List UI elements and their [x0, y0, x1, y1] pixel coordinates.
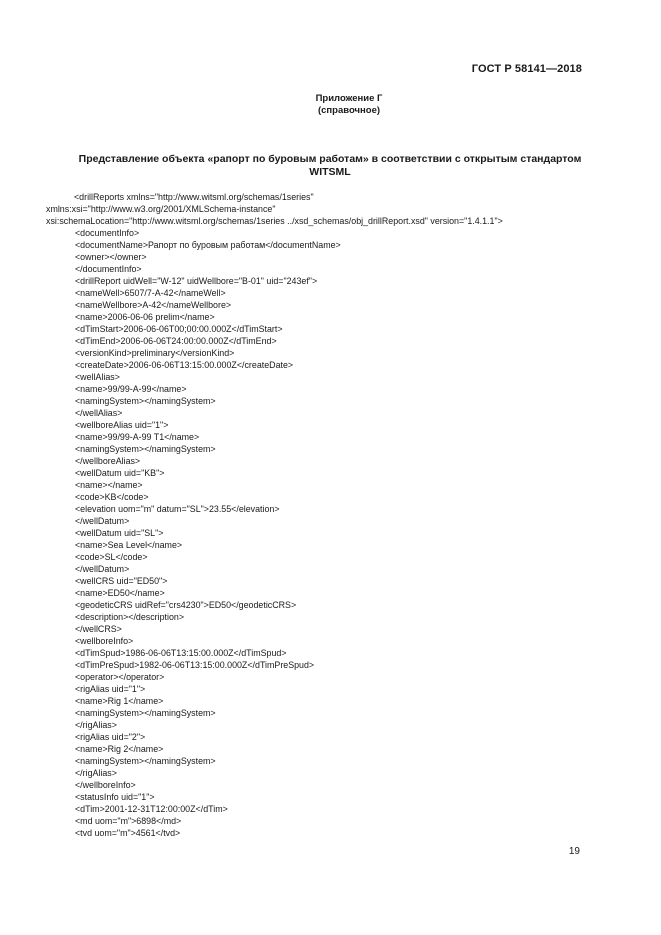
code-line: <namingSystem></namingSystem> [75, 756, 216, 766]
section-title-line2: WITSML [309, 166, 351, 178]
code-line: </rigAlias> [75, 768, 117, 778]
code-line: <wellCRS uid="ED50"> [75, 576, 168, 586]
code-line: <statusInfo uid="1"> [75, 792, 155, 802]
code-line: </wellboreAlias> [75, 456, 141, 466]
code-line: <elevation uom="m" datum="SL">23.55</elevation> [75, 504, 280, 514]
xml-code-listing [46, 191, 606, 839]
code-line: xsi:schemaLocation="http://www.witsml.org/schemas/1series ../xsd_schemas/obj_drillReport.xsd" version="1.4.1.1"> [46, 216, 503, 226]
annex-heading [0, 93, 661, 117]
code-line: <code>SL</code> [75, 552, 148, 562]
code-line: <name>Rig 2</name> [75, 744, 164, 754]
code-line: <namingSystem></namingSystem> [75, 444, 216, 454]
code-line: <name>Rig 1</name> [75, 696, 164, 706]
code-line: <tvd uom="m">4561</tvd> [75, 828, 181, 838]
code-line: <dTimEnd>2006-06-06T24:00:00.000Z</dTimEnd> [75, 336, 277, 346]
code-line: </wellAlias> [75, 408, 123, 418]
code-line: <namingSystem></namingSystem> [75, 708, 216, 718]
code-line: </documentInfo> [75, 264, 142, 274]
code-line: <rigAlias uid="2"> [75, 732, 146, 742]
code-line: </wellCRS> [75, 624, 122, 634]
code-line: </wellboreInfo> [75, 780, 136, 790]
code-line: <dTimSpud>1986-06-06T13:15:00.000Z</dTimSpud> [75, 648, 287, 658]
code-line: <description></description> [75, 612, 185, 622]
page-number: 19 [568, 846, 580, 857]
code-line: <drillReport uidWell="W-12" uidWellbore="B-01" uid="243ef"> [75, 276, 318, 286]
code-line: <nameWell>6507/7-A-42</nameWell> [75, 288, 226, 298]
code-line: <operator></operator> [75, 672, 165, 682]
code-line: </wellDatum> [75, 516, 130, 526]
code-line: <owner></owner> [75, 252, 147, 262]
code-line: <geodeticCRS uidRef="crs4230">ED50</geodeticCRS> [75, 600, 297, 610]
code-line: <wellboreAlias uid="1"> [75, 420, 169, 430]
code-line: <name>2006-06-06 prelim</name> [75, 312, 215, 322]
code-line: <drillReports xmlns="http://www.witsml.org/schemas/1series" [74, 192, 314, 202]
code-line: <dTimStart>2006-06-06T00;00:00.000Z</dTimStart> [75, 324, 283, 334]
code-line: <documentName>Рапорт по буровым работам</documentName> [75, 240, 341, 250]
code-line: <rigAlias uid="1"> [75, 684, 146, 694]
code-line: <namingSystem></namingSystem> [75, 396, 216, 406]
code-line: <wellAlias> [75, 372, 120, 382]
standard-number: ГОСТ Р 58141—2018 [471, 63, 582, 75]
code-line: <name>Sea Level</name> [75, 540, 183, 550]
section-title-line1: Представление объекта «рапорт по буровым работам» в соответствии с открытым стандартом [78, 153, 582, 165]
code-line: <nameWellbore>A-42</nameWellbore> [75, 300, 232, 310]
code-line: <name>99/99-A-99</name> [75, 384, 187, 394]
code-line: <name>ED50</name> [75, 588, 165, 598]
code-line: <createDate>2006-06-06T13:15:00.000Z</createDate> [75, 360, 294, 370]
code-line: <dTim>2001-12-31T12:00:00Z</dTim> [75, 804, 228, 814]
code-line: <wellboreInfo> [75, 636, 134, 646]
code-line: <name>99/99-A-99 T1</name> [75, 432, 200, 442]
code-line: <versionKind>preliminary</versionKind> [75, 348, 235, 358]
section-title [40, 153, 620, 179]
code-line: <wellDatum uid="SL"> [75, 528, 164, 538]
code-line: <code>KB</code> [75, 492, 149, 502]
code-line: <name></name> [75, 480, 143, 490]
code-line: <md uom="m">6898</md> [75, 816, 182, 826]
code-line: <documentInfo> [75, 228, 140, 238]
code-line: </wellDatum> [75, 564, 130, 574]
annex-type: (справочное) [317, 105, 381, 116]
code-line: <wellDatum uid="KB"> [75, 468, 165, 478]
annex-title: Приложение Г [315, 93, 383, 104]
code-line: <dTimPreSpud>1982-06-06T13:15:00.000Z</dTimPreSpud> [75, 660, 315, 670]
code-line: xmlns:xsi="http://www.w3.org/2001/XMLSchema-instance" [46, 204, 276, 214]
code-line: </rigAlias> [75, 720, 117, 730]
